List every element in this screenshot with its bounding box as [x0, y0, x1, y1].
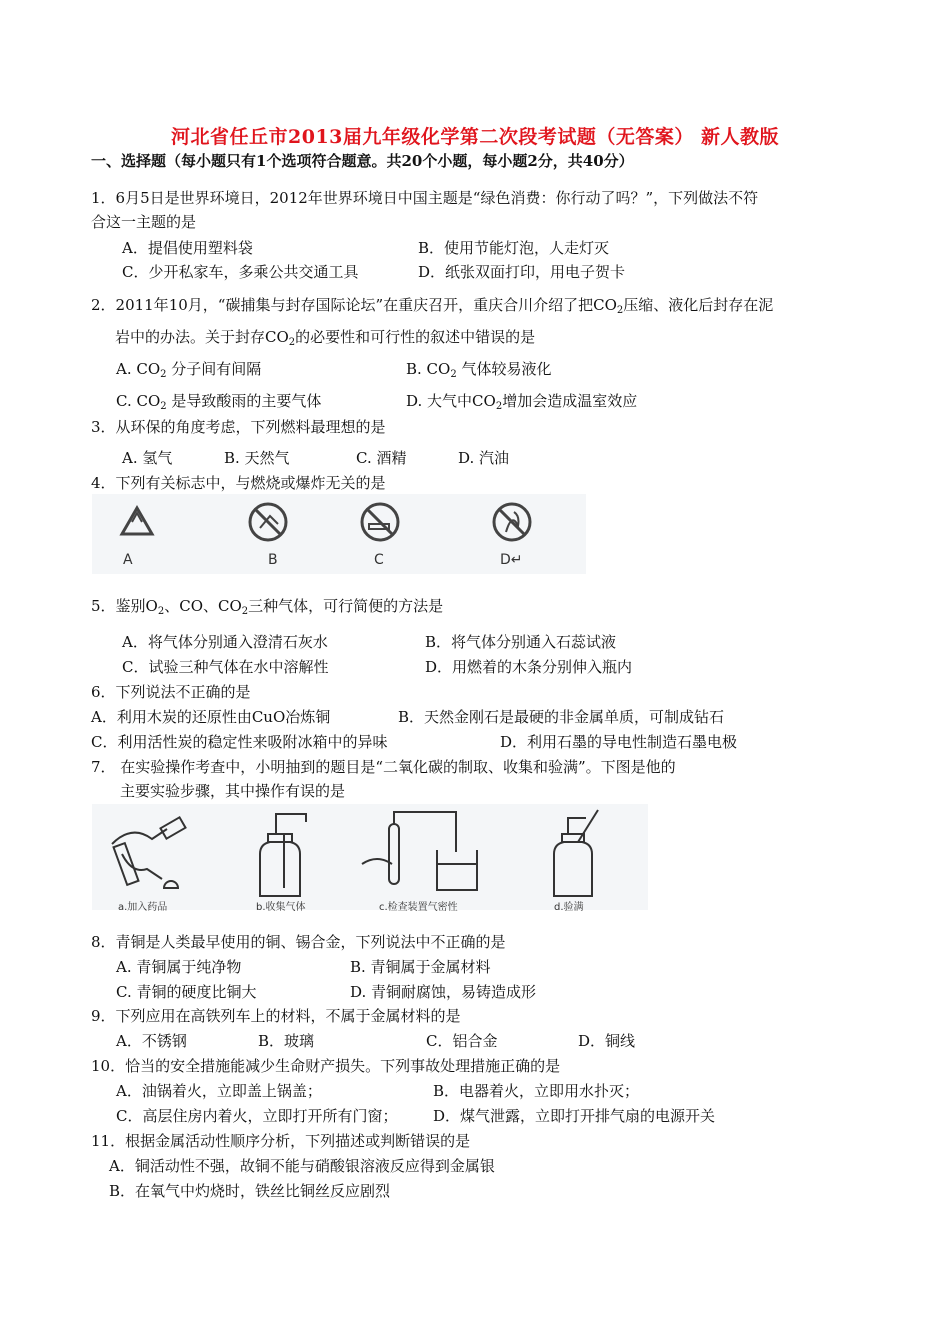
q8-option-d: D. 青铜耐腐蚀，易铸造成形	[350, 983, 537, 1001]
q9-option-b: B．玻璃	[258, 1032, 315, 1050]
q1-option-b: B．使用节能灯泡，人走灯灭	[418, 239, 610, 257]
q5-option-c: C．试验三种气体在水中溶解性	[122, 658, 329, 676]
no-open-flame-icon	[494, 504, 530, 540]
q3-option-b: B. 天然气	[224, 449, 290, 467]
no-smoking-icon	[362, 504, 398, 540]
q6-option-c: C．利用活性炭的稳定性来吸附冰箱中的异味	[91, 733, 388, 751]
q5-text: 5．鉴别O	[91, 597, 158, 615]
experiment-steps-figure	[92, 804, 648, 913]
question-11-stem: 11．根据金属活动性顺序分析，下列描述或判断错误的是	[91, 1132, 471, 1150]
question-6-stem: 6．下列说法不正确的是	[91, 683, 251, 701]
subscript: 2	[241, 606, 249, 617]
question-4-stem: 4．下列有关标志中，与燃烧或爆炸无关的是	[91, 474, 386, 492]
caption-c: c.检查装置气密性	[379, 902, 458, 913]
sign-label-b: B	[268, 552, 278, 568]
question-1-stem-cont: 合这一主题的是	[91, 213, 197, 231]
q1-option-a: A．提倡使用塑料袋	[122, 239, 253, 257]
q9-option-a: A．不锈钢	[116, 1032, 187, 1050]
question-3-stem: 3．从环保的角度考虑，下列燃料最理想的是	[91, 418, 386, 436]
q11-option-a: A．铜活动性不强，故铜不能与硝酸银溶液反应得到金属银	[109, 1157, 495, 1175]
q3-option-a: A. 氢气	[122, 449, 173, 467]
opt-text: D. 大气中CO	[406, 392, 496, 410]
adding-reagent-icon	[112, 817, 186, 888]
q8-option-c: C. 青铜的硬度比铜大	[116, 983, 257, 1001]
subscript: 2	[616, 305, 624, 316]
subscript: 2	[495, 401, 503, 412]
subscript: 2	[288, 337, 296, 348]
question-1-stem: 1．6月5日是世界环境日，2012年世界环境日中国主题是“绿色消费：你行动了吗？”，下列做法不符	[91, 189, 759, 207]
q2-option-d	[406, 391, 637, 411]
opt-text: 分子间有间隔	[166, 360, 262, 378]
q2-text-b: 压缩、液化后封存在泥	[623, 296, 774, 314]
test-full-bottle-icon	[554, 810, 598, 896]
q9-option-d: D．铜线	[578, 1032, 636, 1050]
q2-text-c: 岩中的办法。关于封存CO	[115, 328, 289, 346]
opt-text: 增加会造成温室效应	[502, 392, 638, 410]
opt-text: C. CO	[116, 392, 161, 410]
question-2-stem-cont	[115, 327, 535, 347]
q2-option-c	[116, 391, 321, 411]
question-7-stem-cont: 主要实验步骤，其中操作有误的是	[120, 782, 346, 800]
question-9-stem: 9．下列应用在高铁列车上的材料，不属于金属材料的是	[91, 1007, 461, 1025]
q11-option-b: B．在氧气中灼烧时，铁丝比铜丝反应剧烈	[109, 1182, 391, 1200]
q3-option-c: C. 酒精	[356, 449, 407, 467]
q5-option-b: B．将气体分别通入石蕊试液	[425, 633, 617, 651]
q2-option-a	[116, 359, 261, 379]
q8-option-a: A. 青铜属于纯净物	[116, 958, 242, 976]
q9-option-c: C．铝合金	[426, 1032, 498, 1050]
question-10-stem: 10．恰当的安全措施能减少生命财产损失。下列事故处理措施正确的是	[91, 1057, 561, 1075]
no-fireworks-icon	[250, 504, 286, 540]
q6-option-b: B．天然金刚石是最硬的非金属单质，可制成钻石	[398, 708, 725, 726]
q5-text: 、CO、CO	[164, 597, 242, 615]
q10-option-d: D．煤气泄露，立即打开排气扇的电源开关	[433, 1107, 716, 1125]
collect-gas-bottle-icon	[260, 814, 306, 896]
caption-d: d.验满	[554, 902, 584, 913]
section-heading: 一、选择题（每小题只有1个选项符合题意。共20个小题，每小题2分，共40分）	[91, 152, 634, 170]
opt-text: 气体较易液化	[456, 360, 552, 378]
page-title: 河北省任丘市2013届九年级化学第二次段考试题（无答案） 新人教版	[171, 126, 779, 148]
caption-b: b.收集气体	[256, 902, 306, 913]
question-7-stem: 7． 在实验操作考查中，小明抽到的题目是“二氧化碳的制取、收集和验满”。下图是他的	[91, 758, 676, 776]
experiment-drawing	[92, 804, 648, 910]
subscript: 2	[160, 369, 167, 380]
q6-option-d: D．利用石墨的导电性制造石墨电极	[500, 733, 738, 751]
q2-text-a: 2．2011年10月，“碳捕集与封存国际论坛”在重庆召开，重庆合川介绍了把CO	[91, 296, 617, 314]
caption-a: a.加入药品	[118, 902, 168, 913]
subscript: 2	[160, 401, 167, 412]
q2-option-b	[406, 359, 552, 379]
sign-label-c: C	[374, 552, 384, 568]
q3-option-d: D. 汽油	[458, 449, 510, 467]
sign-label-d: D↵	[500, 552, 523, 568]
subscript: 2	[450, 369, 457, 380]
q6-option-a: A．利用木炭的还原性由CuO冶炼铜	[91, 708, 331, 726]
safety-signs-figure	[92, 494, 586, 574]
q5-option-d: D．用燃着的木条分别伸入瓶内	[425, 658, 633, 676]
sign-label-a: A	[123, 552, 133, 568]
q5-option-a: A．将气体分别通入澄清石灰水	[122, 633, 328, 651]
question-2-stem	[91, 295, 773, 315]
subscript: 2	[157, 606, 165, 617]
recycle-icon	[122, 508, 152, 534]
q10-option-c: C．高层住房内着火，立即打开所有门窗；	[116, 1107, 398, 1125]
q10-option-b: B．电器着火，立即用水扑灭；	[433, 1082, 640, 1100]
question-5-stem	[91, 596, 443, 616]
q1-option-c: C．少开私家车，多乘公共交通工具	[122, 263, 359, 281]
question-8-stem: 8．青铜是人类最早使用的铜、锡合金，下列说法中不正确的是	[91, 933, 506, 951]
opt-text: 是导致酸雨的主要气体	[166, 392, 322, 410]
q8-option-b: B. 青铜属于金属材料	[350, 958, 491, 976]
q5-text: 三种气体，可行简便的方法是	[248, 597, 444, 615]
opt-text: B. CO	[406, 360, 451, 378]
q1-option-d: D．纸张双面打印，用电子贺卡	[418, 263, 626, 281]
opt-text: A. CO	[116, 360, 161, 378]
q2-text-d: 的必要性和可行性的叙述中错误的是	[295, 328, 536, 346]
q10-option-a: A．油锅着火，立即盖上锅盖；	[116, 1082, 322, 1100]
check-airtightness-icon	[362, 812, 477, 890]
